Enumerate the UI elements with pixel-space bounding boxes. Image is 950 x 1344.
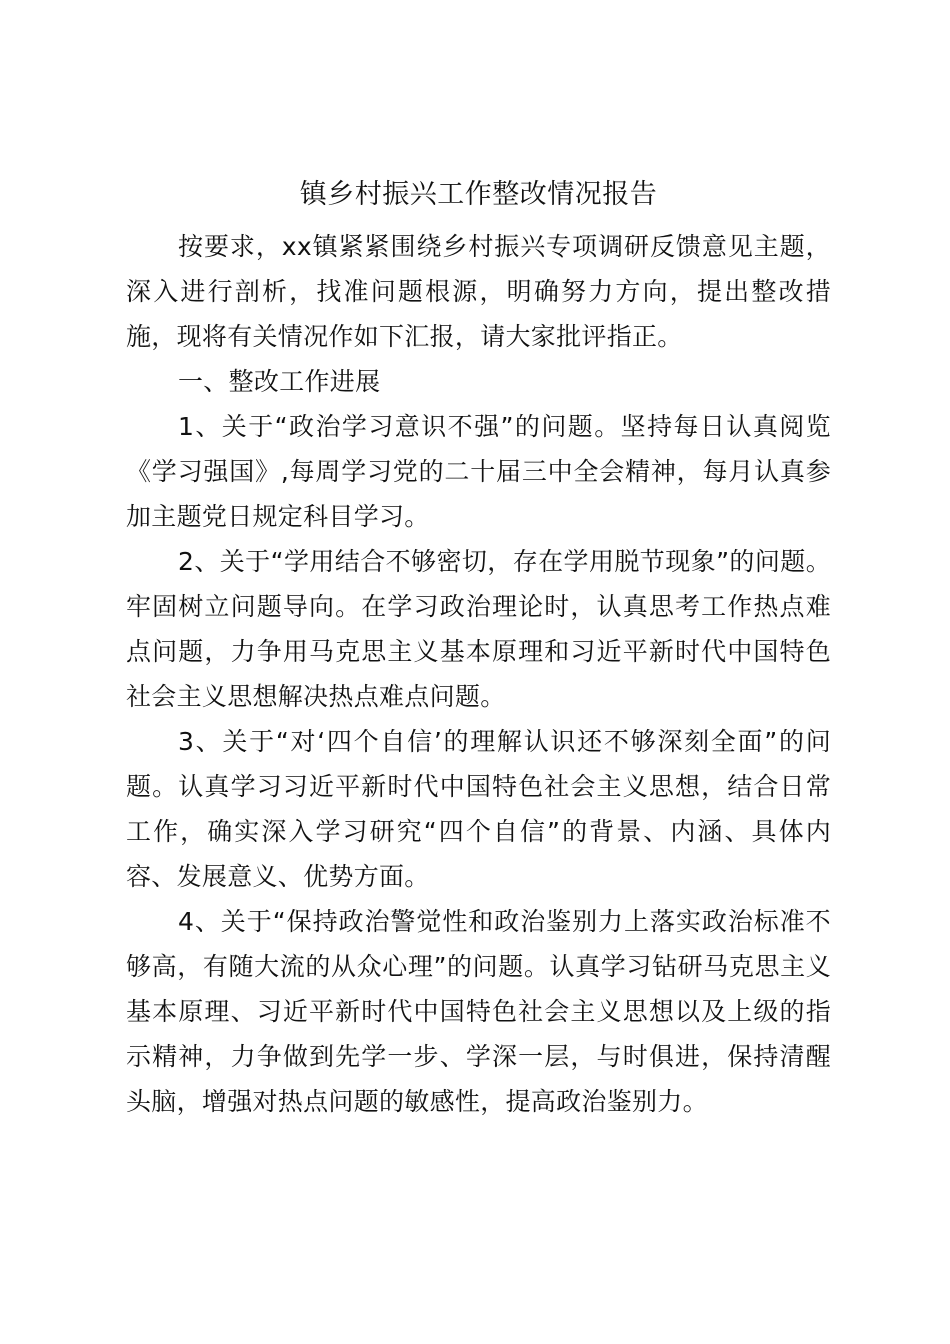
document-page [126,172,831,1124]
item-paragraph-2: 2、关于“学用结合不够密切，存在学用脱节现象”的问题。牢固树立问题导向。在学习政治理论时，认真思考工作热点难点问题，力争用马克思主义基本原理和习近平新时代中国特色社会主义思想解决热点难点问题。 [126,547,831,711]
document-title: 镇乡村振兴工作整改情况报告 [299,179,658,210]
item-paragraph-1: 1、关于“政治学习意识不强”的问题。坚持每日认真阅览《学习强国》,每周学习党的二十届三中全会精神，每月认真参加主题党日规定科目学习。 [126,412,831,531]
section-heading: 一、整改工作进展 [178,367,381,396]
intro-paragraph: 按要求，xx镇紧紧围绕乡村振兴专项调研反馈意见主题，深入进行剖析，找准问题根源，明确努力方向，提出整改措施，现将有关情况作如下汇报，请大家批评指正。 [126,232,831,351]
item-paragraph-4: 4、关于“保持政治警觉性和政治鉴别力上落实政治标准不够高，有随大流的从众心理”的问题。认真学习钻研马克思主义基本原理、习近平新时代中国特色社会主义思想以及上级的指示精神，力争做到先学一步、学深一层，与时俱进，保持清醒头脑，增强对热点问题的敏感性，提高政治鉴别力。 [126,907,831,1116]
item-paragraph-3: 3、关于“对‘四个自信’的理解认识还不够深刻全面”的问题。认真学习习近平新时代中国特色社会主义思想，结合日常工作，确实深入学习研究“四个自信”的背景、内涵、具体内容、发展意义、优势方面。 [126,727,831,891]
